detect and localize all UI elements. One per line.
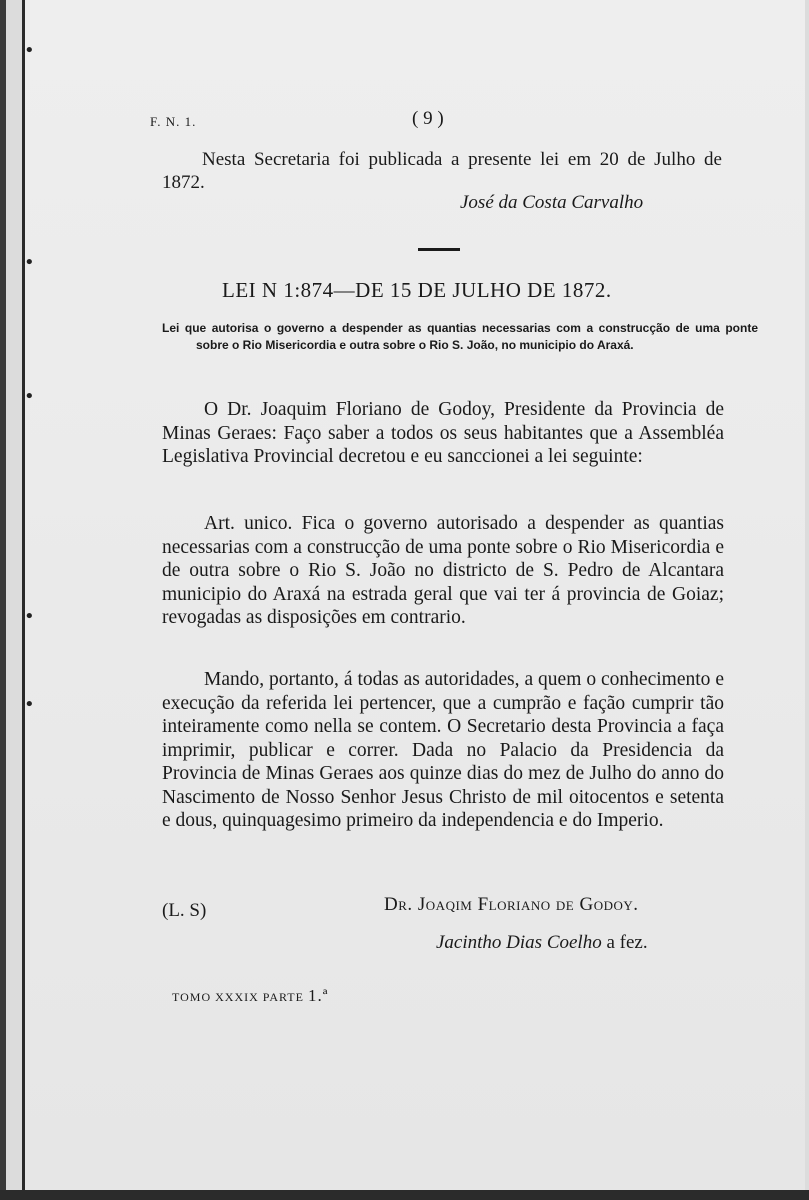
- binding-edge: [0, 0, 6, 1200]
- ink-dot-mark: •: [24, 386, 35, 407]
- volume-label: TOMO XXXIX PARTE: [172, 990, 304, 1004]
- scribe-suffix: a fez.: [606, 932, 648, 953]
- ink-dot-mark: •: [24, 40, 35, 61]
- section-divider: [418, 248, 460, 251]
- ink-dot-mark: •: [24, 606, 35, 627]
- signature-mark: F. N. 1.: [150, 114, 197, 129]
- law-article: Art. unico. Fica o governo autorisado a despender as quantias necessarias com a construcção de uma ponte sobre o Rio Misericordia e de outra sobre o Rio S. João no districto de S. Pedro de Alcantara municipio do Araxá na estrada geral que vai ter á provincia de Goiaz; revogadas as disposições em contrario.: [162, 513, 724, 628]
- scribe-name: Jacintho Dias Coelho: [436, 932, 602, 953]
- publication-signatory: José da Costa Carvalho: [460, 192, 644, 213]
- page-bottom-edge: [0, 1190, 809, 1200]
- scribe-line: [436, 932, 648, 954]
- law-mandate: Mando, portanto, á todas as autoridades, a quem o conhecimento e execução da referida lei pertencer, que a cumprão e fação cumprir tão inteiramente como nella se contem. O Secretario desta Provincia a faça imprimir, publicar e correr. Dada no Palacio da Presidencia da Provincia de Minas Geraes aos quinze dias do mez de Julho do anno do Nascimento de Nosso Senhor Jesus Christo de mil oitocentos e setenta e dous, quinquagesimo primeiro da independencia e do Imperio.: [162, 669, 724, 831]
- page-number: ( 9 ): [412, 108, 444, 129]
- page-footer: [172, 986, 328, 1006]
- page-header: [150, 108, 710, 136]
- ink-dot-mark: •: [24, 694, 35, 715]
- law-title: LEI N 1:874—DE 15 DE JULHO DE 1872.: [222, 278, 612, 302]
- president-signature: Dr. Joaqim Floriano de Godoy.: [384, 894, 639, 915]
- ink-dot-mark: •: [24, 252, 35, 273]
- seal-mark: (L. S): [162, 900, 207, 921]
- publication-note: Nesta Secretaria foi publicada a presente lei em 20 de Julho de 1872.: [162, 149, 722, 193]
- part-number: 1.ª: [307, 986, 329, 1005]
- law-summary: Lei que autorisa o governo a despender as quantias necessarias com a construcção de uma ponte sobre o Rio Misericordia e outra sobre o Rio S. João, no municipio do Araxá.: [162, 321, 758, 352]
- law-preamble: O Dr. Joaquim Floriano de Godoy, Presidente da Provincia de Minas Geraes: Faço saber a todos os seus habitantes que a Assembléa Legislativa Provincial decretou e eu sanccionei a lei seguinte:: [162, 399, 724, 467]
